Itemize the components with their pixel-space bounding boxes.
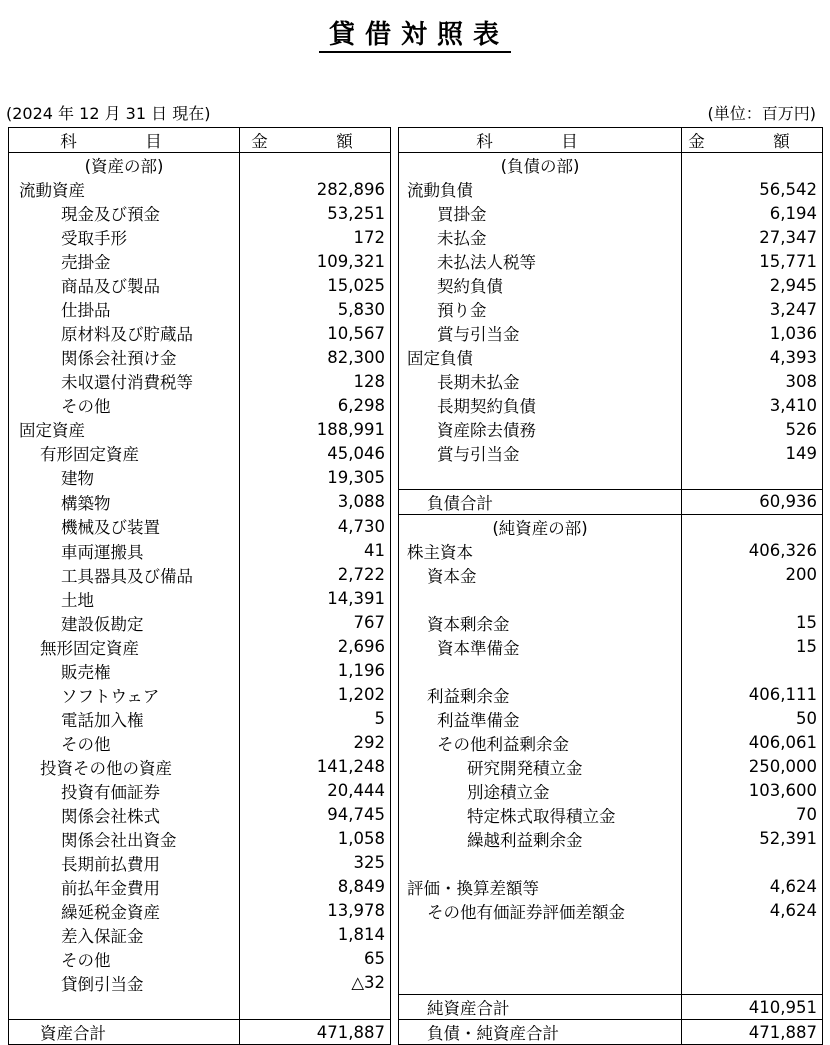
- table-row: [9, 875, 823, 899]
- liability-item-amount: 27,347: [682, 225, 823, 249]
- liability-item-label: 流動負債: [399, 177, 682, 201]
- liability-item-amount: [682, 947, 823, 971]
- table-row: [9, 201, 823, 225]
- table-row: [9, 635, 823, 659]
- asset-item-label: 繰延税金資産: [9, 899, 240, 923]
- asset-item-label: [9, 995, 240, 1020]
- table-row: [9, 683, 823, 707]
- liability-item-amount: 3,247: [682, 297, 823, 321]
- asset-item-amount: 188,991: [240, 417, 391, 441]
- liability-item-amount: 200: [682, 563, 823, 587]
- asset-item-label: その他: [9, 731, 240, 755]
- asset-item-label: 投資その他の資産: [9, 755, 240, 779]
- asset-item-label: 売掛金: [9, 249, 240, 273]
- asset-item-amount: 4,730: [240, 514, 391, 539]
- asset-item-amount: 292: [240, 731, 391, 755]
- asset-item-label: 機械及び装置: [9, 514, 240, 539]
- table-row: [9, 273, 823, 297]
- left-amount-header: 金 額: [240, 128, 391, 153]
- asset-item-amount: 2,722: [240, 563, 391, 587]
- liability-item-amount: [682, 587, 823, 611]
- table-row: [9, 995, 823, 1020]
- asset-item-amount: 19,305: [240, 465, 391, 489]
- liability-item-label: [399, 587, 682, 611]
- asset-item-label: 資産合計: [9, 1020, 240, 1045]
- liability-item-label: 預り金: [399, 297, 682, 321]
- asset-item-amount: 6,298: [240, 393, 391, 417]
- liability-item-label: 純資産合計: [399, 995, 682, 1020]
- liability-item-label: 資本準備金: [399, 635, 682, 659]
- liability-item-amount: 406,061: [682, 731, 823, 755]
- liability-item-label: [399, 465, 682, 489]
- liability-item-label: 評価・換算差額等: [399, 875, 682, 899]
- liability-item-amount: 50: [682, 707, 823, 731]
- table-row: [9, 441, 823, 465]
- liability-item-amount: 103,600: [682, 779, 823, 803]
- table-row: [9, 851, 823, 875]
- asset-item-label: 販売権: [9, 659, 240, 683]
- liability-item-label: 未払金: [399, 225, 682, 249]
- liability-item-label: (負債の部): [399, 153, 682, 178]
- asset-item-amount: 8,849: [240, 875, 391, 899]
- table-row: [9, 345, 823, 369]
- asset-item-amount: 5,830: [240, 297, 391, 321]
- liability-item-amount: 406,326: [682, 539, 823, 563]
- liability-item-label: 資産除去債務: [399, 417, 682, 441]
- asset-item-amount: 282,896: [240, 177, 391, 201]
- table-row: [9, 803, 823, 827]
- liability-item-label: その他利益剰余金: [399, 731, 682, 755]
- liability-item-label: [399, 659, 682, 683]
- liability-item-amount: 3,410: [682, 393, 823, 417]
- asset-item-label: 前払年金費用: [9, 875, 240, 899]
- table-row: [9, 249, 823, 273]
- asset-item-amount: 1,202: [240, 683, 391, 707]
- asset-item-amount: 128: [240, 369, 391, 393]
- liability-item-amount: 250,000: [682, 755, 823, 779]
- liability-item-label: 資本金: [399, 563, 682, 587]
- asset-item-amount: 3,088: [240, 489, 391, 514]
- asset-item-label: 土地: [9, 587, 240, 611]
- liability-item-amount: [682, 851, 823, 875]
- table-row: [9, 514, 823, 539]
- liability-item-amount: 4,624: [682, 875, 823, 899]
- asset-item-label: 原材料及び貯蔵品: [9, 321, 240, 345]
- asset-item-label: (資産の部): [9, 153, 240, 178]
- table-row: [9, 417, 823, 441]
- asset-item-label: ソフトウェア: [9, 683, 240, 707]
- asset-item-label: 長期前払費用: [9, 851, 240, 875]
- asset-item-amount: 109,321: [240, 249, 391, 273]
- liability-item-amount: 15: [682, 635, 823, 659]
- liability-item-label: 利益剰余金: [399, 683, 682, 707]
- asset-item-label: 関係会社出資金: [9, 827, 240, 851]
- liability-item-label: 買掛金: [399, 201, 682, 225]
- liability-item-label: 長期未払金: [399, 369, 682, 393]
- liability-item-amount: 4,624: [682, 899, 823, 923]
- asset-item-label: 未収還付消費税等: [9, 369, 240, 393]
- liability-item-label: [399, 971, 682, 995]
- liability-item-label: 資本剰余金: [399, 611, 682, 635]
- table-row: [9, 731, 823, 755]
- liability-item-label: (純資産の部): [399, 514, 682, 539]
- asset-item-label: 無形固定資産: [9, 635, 240, 659]
- liability-item-label: その他有価証券評価差額金: [399, 899, 682, 923]
- asset-item-label: その他: [9, 393, 240, 417]
- liability-item-amount: 15: [682, 611, 823, 635]
- table-row: [9, 321, 823, 345]
- asset-item-amount: 13,978: [240, 899, 391, 923]
- table-row: [9, 899, 823, 923]
- asset-item-amount: 65: [240, 947, 391, 971]
- liability-item-amount: 60,936: [682, 489, 823, 514]
- table-row: [9, 369, 823, 393]
- liability-item-amount: 308: [682, 369, 823, 393]
- table-row: [9, 153, 823, 178]
- table-row: [9, 489, 823, 514]
- liability-item-amount: [682, 923, 823, 947]
- asset-item-label: 仕掛品: [9, 297, 240, 321]
- table-row: [9, 971, 823, 995]
- table-row: [9, 827, 823, 851]
- table-row: [9, 587, 823, 611]
- asset-item-amount: 82,300: [240, 345, 391, 369]
- asset-item-label: 差入保証金: [9, 923, 240, 947]
- asset-item-amount: 471,887: [240, 1020, 391, 1045]
- asset-item-label: 構築物: [9, 489, 240, 514]
- table-row: [9, 947, 823, 971]
- liability-item-amount: [682, 971, 823, 995]
- table-row: [9, 393, 823, 417]
- asset-item-label: 建設仮勘定: [9, 611, 240, 635]
- table-row: [9, 755, 823, 779]
- asset-item-amount: 141,248: [240, 755, 391, 779]
- asset-item-amount: 2,696: [240, 635, 391, 659]
- asset-item-amount: 172: [240, 225, 391, 249]
- asset-item-label: 有形固定資産: [9, 441, 240, 465]
- header-row: [9, 128, 823, 153]
- liability-item-label: 利益準備金: [399, 707, 682, 731]
- liability-item-label: 特定株式取得積立金: [399, 803, 682, 827]
- asset-item-amount: 20,444: [240, 779, 391, 803]
- right-item-header: 科 目: [399, 128, 682, 153]
- asset-item-amount: 10,567: [240, 321, 391, 345]
- asset-item-amount: 1,814: [240, 923, 391, 947]
- asset-item-label: 商品及び製品: [9, 273, 240, 297]
- liability-item-label: [399, 923, 682, 947]
- liability-item-amount: 56,542: [682, 177, 823, 201]
- asset-item-amount: 15,025: [240, 273, 391, 297]
- liability-item-label: 未払法人税等: [399, 249, 682, 273]
- liability-item-label: 別途積立金: [399, 779, 682, 803]
- asset-item-label: 工具器具及び備品: [9, 563, 240, 587]
- table-row: [9, 659, 823, 683]
- liability-item-amount: 471,887: [682, 1020, 823, 1045]
- liability-item-amount: 149: [682, 441, 823, 465]
- liability-item-label: 負債合計: [399, 489, 682, 514]
- asset-item-label: 車両運搬具: [9, 539, 240, 563]
- left-item-header: 科 目: [9, 128, 240, 153]
- asset-item-amount: 5: [240, 707, 391, 731]
- liability-item-amount: 406,111: [682, 683, 823, 707]
- unit-label: (単位：百万円): [707, 104, 816, 123]
- asset-item-amount: 1,058: [240, 827, 391, 851]
- liability-item-amount: 15,771: [682, 249, 823, 273]
- asset-item-label: 現金及び預金: [9, 201, 240, 225]
- asset-item-amount: [240, 995, 391, 1020]
- liability-item-label: 賞与引当金: [399, 441, 682, 465]
- asset-item-label: 貸倒引当金: [9, 971, 240, 995]
- liability-item-amount: [682, 659, 823, 683]
- table-row: [9, 225, 823, 249]
- liability-item-label: 賞与引当金: [399, 321, 682, 345]
- liability-item-label: [399, 851, 682, 875]
- table-row: [9, 539, 823, 563]
- liability-item-amount: 526: [682, 417, 823, 441]
- document-title: 貸借対照表: [0, 14, 830, 51]
- liability-item-label: 固定負債: [399, 345, 682, 369]
- asset-item-amount: 94,745: [240, 803, 391, 827]
- liability-item-label: 研究開発積立金: [399, 755, 682, 779]
- asset-item-label: 電話加入権: [9, 707, 240, 731]
- liability-item-label: [399, 947, 682, 971]
- right-amount-header: 金 額: [682, 128, 823, 153]
- liability-item-label: 契約負債: [399, 273, 682, 297]
- liability-item-amount: [682, 465, 823, 489]
- asset-item-amount: [240, 153, 391, 178]
- asset-item-label: 関係会社預け金: [9, 345, 240, 369]
- report-date: (2024 年 12 月 31 日 現在): [6, 104, 211, 123]
- asset-item-label: 投資有価証券: [9, 779, 240, 803]
- liability-item-amount: [682, 514, 823, 539]
- asset-item-amount: 41: [240, 539, 391, 563]
- liability-item-label: 株主資本: [399, 539, 682, 563]
- table-row: [9, 779, 823, 803]
- table-row: [9, 563, 823, 587]
- table-row: [9, 923, 823, 947]
- asset-item-label: その他: [9, 947, 240, 971]
- asset-item-label: 流動資産: [9, 177, 240, 201]
- table-row: [9, 177, 823, 201]
- liability-item-amount: 52,391: [682, 827, 823, 851]
- liability-item-label: 繰越利益剰余金: [399, 827, 682, 851]
- asset-item-amount: 53,251: [240, 201, 391, 225]
- asset-item-label: 受取手形: [9, 225, 240, 249]
- asset-item-amount: 767: [240, 611, 391, 635]
- asset-item-label: 建物: [9, 465, 240, 489]
- liability-item-amount: 410,951: [682, 995, 823, 1020]
- liability-item-amount: 4,393: [682, 345, 823, 369]
- liability-item-label: 長期契約負債: [399, 393, 682, 417]
- liability-item-amount: 70: [682, 803, 823, 827]
- liability-item-amount: 6,194: [682, 201, 823, 225]
- liability-item-amount: [682, 153, 823, 178]
- asset-item-amount: 14,391: [240, 587, 391, 611]
- asset-item-label: 関係会社株式: [9, 803, 240, 827]
- table-row: [9, 707, 823, 731]
- liability-item-amount: 1,036: [682, 321, 823, 345]
- balance-sheet-table: [8, 127, 823, 1045]
- asset-item-amount: △32: [240, 971, 391, 995]
- table-row: [9, 611, 823, 635]
- liability-item-label: 負債・純資産合計: [399, 1020, 682, 1045]
- asset-item-amount: 45,046: [240, 441, 391, 465]
- table-row: [9, 465, 823, 489]
- asset-item-amount: 1,196: [240, 659, 391, 683]
- asset-item-amount: 325: [240, 851, 391, 875]
- liability-item-amount: 2,945: [682, 273, 823, 297]
- table-row: [9, 1020, 823, 1045]
- asset-item-label: 固定資産: [9, 417, 240, 441]
- table-row: [9, 297, 823, 321]
